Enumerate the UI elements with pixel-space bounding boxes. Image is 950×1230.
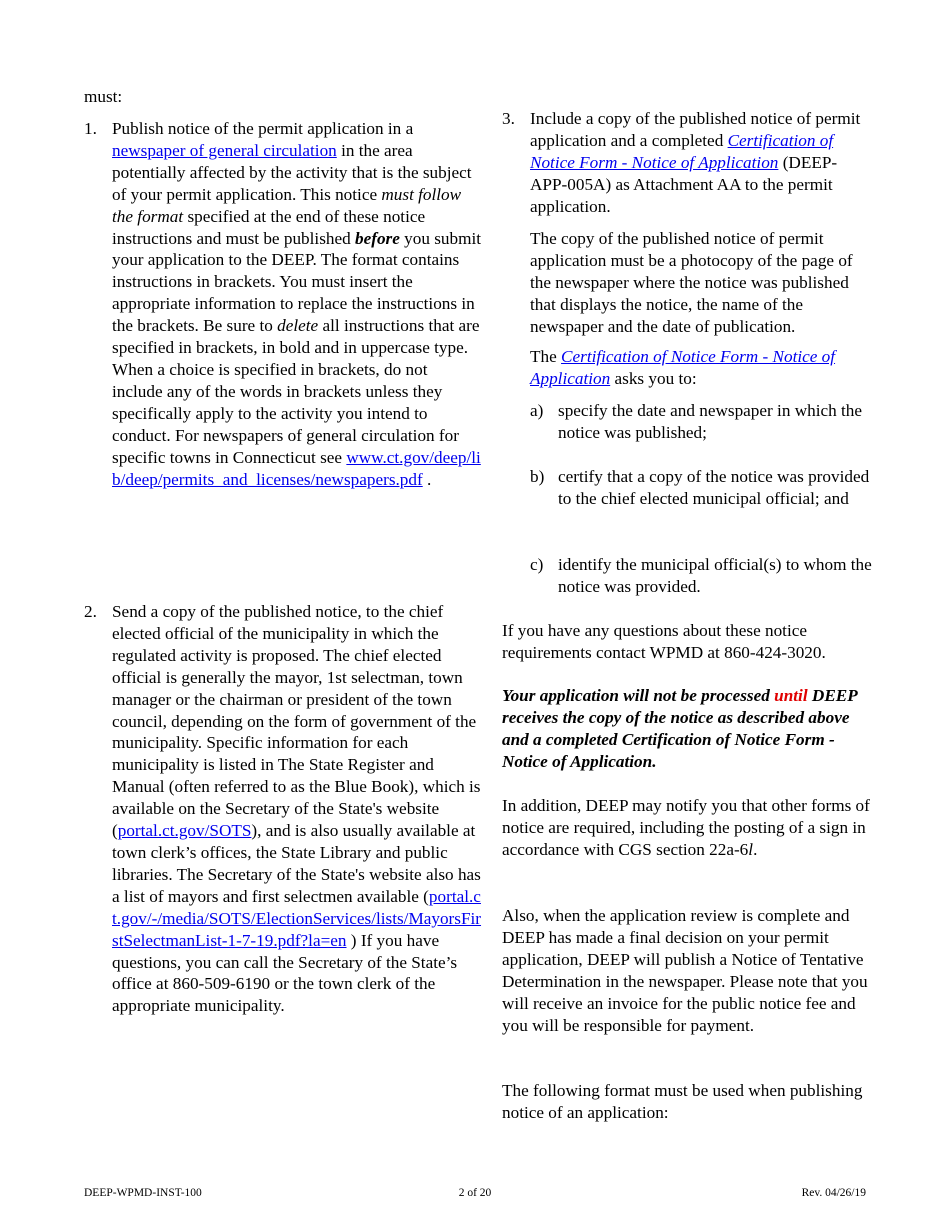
intro-text: must: — [84, 87, 123, 106]
sub-list-letter: c) — [530, 555, 544, 574]
certification-form-link[interactable]: Certification of Notice Form - Notice of Application — [530, 347, 836, 388]
list-item-1 — [84, 118, 482, 490]
footer-revision: Rev. 04/26/19 — [801, 1187, 866, 1199]
list-item-1-text: Publish notice of the permit application in a newspaper of general circulation in the area potentially affected by the activity that is the subject of your permit application. This notice must follow the format specified at the end of these notice instructions and must be published before you submit your application to the DEEP. The format contains instructions in brackets. You must insert the appropriate information to replace the instructions in the brackets. Be sure to delete all instructions that are specified in brackets, in bold and in uppercase type. When a choice is specified in brackets, do not include any of the words in brackets unless they specifically apply to the activity you intend to conduct. For newspapers of general circulation for specific towns in Connecticut see www.ct.gov/deep/lib/deep/permits_and_licenses/newspapers.pdf . — [112, 119, 482, 489]
sub-list-text: certify that a copy of the notice was provided to the chief elected municipal official; and — [558, 467, 870, 508]
format-paragraph: The following format must be used when publishing notice of an application: — [502, 1081, 863, 1122]
addition-paragraph: In addition, DEEP may notify you that other forms of notice are required, including the posting of a sign in accordance with CGS section 22a-6l. — [502, 796, 870, 859]
newspaper-link[interactable]: newspaper of general circulation — [112, 140, 337, 160]
emphasis-text: must follow the format — [112, 184, 462, 226]
sub-list-text: specify the date and newspaper in which the notice was published; — [558, 401, 863, 442]
sub-list-letter: a) — [530, 401, 544, 420]
bold-italic-text: before — [355, 228, 400, 248]
sub-list-text: identify the municipal official(s) to whom the notice was provided. — [558, 555, 872, 596]
list-item-3 — [502, 108, 874, 218]
list-number: 2. — [84, 602, 97, 621]
list-number: 1. — [84, 119, 97, 138]
list-item-2-text: Send a copy of the published notice, to the chief elected official of the municipality in which the regulated activity is proposed. The chief elected official is generally the mayor, 1st selectman, town manager or the chairman or president of the town council, depending on the form of government of the municipality. Specific information for each municipality is listed in The State Register and Manual (often referred to as the Blue Book), which is available on the Secretary of the State's website (portal.ct.gov/SOTS), and is also usually available at town clerk’s offices, the State Library and public libraries. The Secretary of the State's website also has a list of mayors and first selectmen available (portal.ct.gov/-/media/SOTS/ElectionServices/lists/MayorsFirstSelectmanList-1-7-19.pdf?la=en ) If you have questions, you can call the Secretary of the State’s office at 860-509-6190 or the town clerk of the appropriate municipality. — [112, 602, 482, 1016]
sub-list-item — [530, 400, 874, 444]
photocopy-paragraph: The copy of the published notice of permit application must be a photocopy of the page of the newspaper where the notice was published that displays the notice, the name of the newspaper and the date of publication. — [530, 229, 853, 336]
questions-paragraph: If you have any questions about these notice requirements contact WPMD at 860-424-3020. — [502, 621, 826, 662]
list-item-3-text: Include a copy of the published notice of permit application and a completed Certification of Notice Form - Notice of Application (DEEP-APP-005A) as Attachment AA to the permit application. — [530, 109, 861, 216]
sots-website-link[interactable]: portal.ct.gov/SOTS — [117, 821, 252, 841]
list-number: 3. — [502, 109, 515, 128]
newspapers-pdf-link[interactable]: www.ct.gov/deep/lib/deep/permits_and_licenses/newspapers.pdf — [112, 447, 481, 489]
until-emphasis: until — [774, 686, 808, 705]
emphasis-text: delete — [277, 316, 319, 336]
footer-page-number: 2 of 20 — [458, 1187, 492, 1199]
mayors-list-link[interactable]: portal.ct.gov/-/media/SOTS/ElectionServices/lists/MayorsFirstSelectmanList-1-7-19.pdf?la=en — [112, 886, 482, 950]
footer-doc-id: DEEP-WPMD-INST-100 — [84, 1187, 202, 1199]
processing-warning: Your application will not be processed until DEEP receives the copy of the notice as described above and a completed Certification of Notice Form - Notice of Application. — [502, 686, 858, 771]
list-item-2 — [84, 601, 482, 1017]
certification-paragraph: The Certification of Notice Form - Notice of Application asks you to: — [530, 347, 836, 388]
sub-list-letter: b) — [530, 467, 545, 486]
sub-list-item — [530, 466, 874, 510]
tentative-determination-paragraph: Also, when the application review is complete and DEEP has made a final decision on your permit application, DEEP will publish a Notice of Tentative Determination in the newspaper. Please note that you will receive an invoice for the public notice fee and you will be responsible for payment. — [502, 906, 868, 1035]
sub-list-item — [530, 554, 874, 598]
certification-form-link[interactable]: Certification of Notice Form - Notice of Application — [530, 130, 834, 172]
